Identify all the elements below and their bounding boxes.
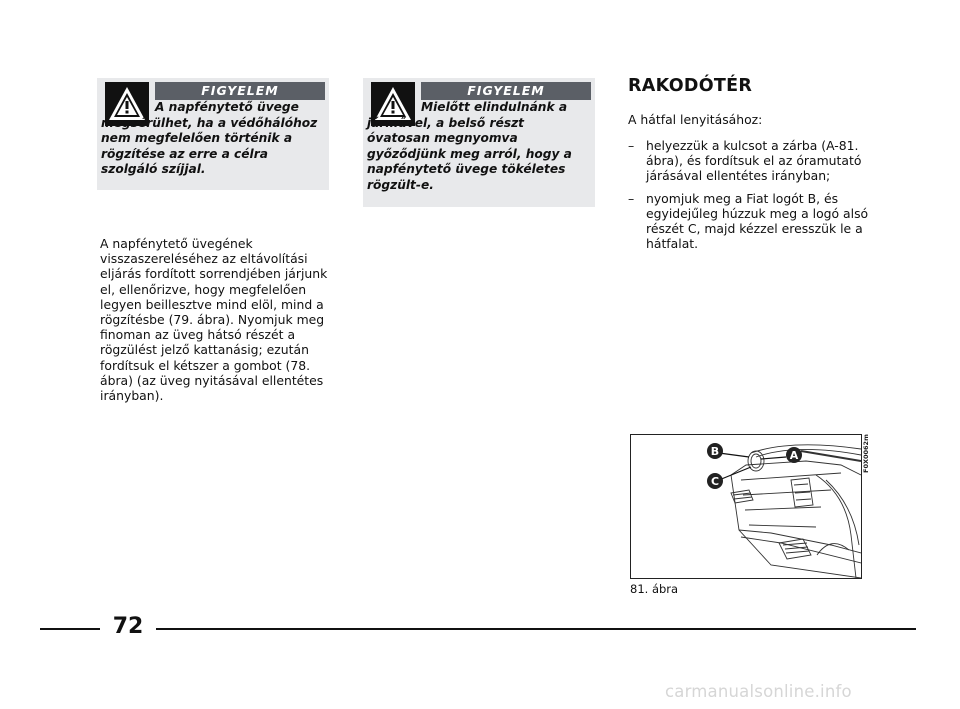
callout-label-b: B: [710, 445, 720, 458]
section-intro: A hátfal lenyitásához:: [628, 112, 763, 127]
callout-c: [707, 473, 723, 489]
footer-rule-left: [40, 628, 100, 630]
page-number: 72: [112, 614, 144, 639]
body-paragraph: A napfénytető üvegének visszaszereléséhez az eltávolítási eljárás fordított sorrendjében járjunk el, ellenőrizve, hogy megfelelően legyen beillesztve mind elöl, mind a rögzítésbe (79. ábra). Nyomjuk meg finoman az üveg hátsó részét a rögzülést jelző kattanásig; ezután fordítsuk el kétszer a gombot (78. ábra) (az üveg nyitásával ellentétes irányban).: [100, 236, 328, 404]
warning-title: FIGYELEM: [421, 82, 591, 100]
watermark: carmanualsonline.info: [665, 682, 852, 701]
list-dash: –: [628, 190, 635, 206]
instruction-list: [628, 138, 878, 258]
section-heading: RAKODÓTÉR: [628, 76, 753, 96]
list-item-text: nyomjuk meg a Fiat logót B, és egyidejűleg húzzuk meg a logó alsó részét C, majd kézzel eresszük le a hátfalat.: [646, 190, 869, 252]
callout-a: [786, 447, 802, 463]
warning-text: Mielőtt elindulnánk a járművel, a belső részt óvatosan megnyomva győződjünk meg arról, hogy a napfénytető üvege tökéletes rögzült-e.: [367, 100, 572, 192]
figure-caption: 81. ábra: [630, 582, 679, 596]
figure-code: F0X0062m: [862, 434, 870, 473]
list-item-text: helyezzük a kulcsot a zárba (A-81. ábra), és fordítsuk el az óramutató járásával ellentétes irányban;: [646, 138, 862, 184]
warning-text: A napfénytető üvege megsérülhet, ha a védőhálóhoz nem megfelelően történik a rögzítése az erre a célra szolgáló szíjjal.: [101, 100, 318, 176]
figure-tailgate-illustration: [630, 434, 862, 579]
footer-rule-right: [156, 628, 916, 630]
warning-box-middle: [363, 78, 595, 207]
list-dash: –: [628, 138, 635, 153]
callout-label-c: C: [710, 475, 720, 488]
list-item: [628, 138, 878, 184]
list-item: [628, 191, 878, 252]
warning-title: FIGYELEM: [155, 82, 325, 100]
tailgate-drawing: [631, 435, 861, 578]
callout-label-a: A: [789, 449, 799, 462]
callout-b: [707, 443, 723, 459]
warning-box-left: [97, 78, 329, 190]
